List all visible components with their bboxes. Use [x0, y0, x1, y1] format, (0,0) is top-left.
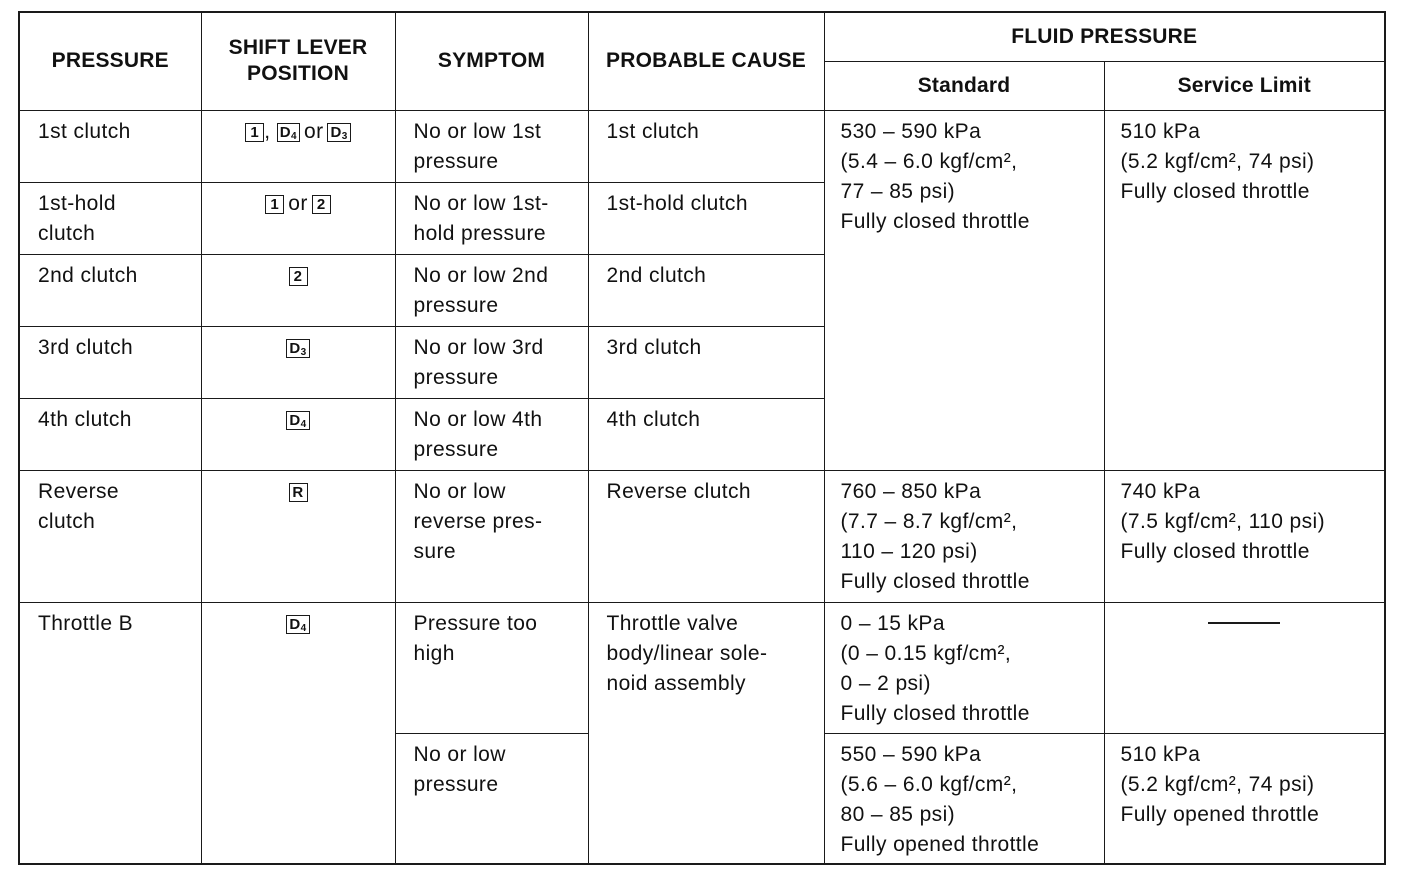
standard-value: 0 – 15 kPa (0 – 0.15 kgf/cm², 0 – 2 psi) Fully closed throttle — [840, 611, 1030, 725]
lever-position-box: $D_3$ — [327, 123, 350, 142]
lever-separator: or — [304, 119, 324, 143]
symptom-cell — [395, 470, 588, 602]
pressure-name: 1st-hold clutch — [38, 191, 116, 245]
symptom-cell — [395, 602, 588, 733]
lever-positions — [202, 399, 395, 435]
symptom-cell — [395, 733, 588, 864]
header-service-limit: Service Limit — [1104, 61, 1385, 110]
lever-cell — [201, 326, 395, 398]
symptom-text: No or low 3rd pressure — [413, 335, 544, 389]
header-row — [19, 12, 1385, 61]
cause-cell — [588, 110, 824, 182]
pressure-name: 4th clutch — [38, 407, 132, 431]
cause-cell — [588, 398, 824, 470]
lever-positions — [202, 255, 395, 291]
symptom-text: No or low 1st pressure — [413, 119, 542, 173]
pressure-name: 2nd clutch — [38, 263, 138, 287]
lever-positions — [202, 471, 395, 507]
lever-positions — [202, 183, 395, 219]
standard-cell — [824, 470, 1104, 602]
pressure-name: 1st clutch — [38, 119, 131, 143]
lever-position-box: 2 — [289, 267, 308, 286]
lever-cell — [201, 398, 395, 470]
cause-cell — [588, 470, 824, 602]
table-row — [19, 110, 1385, 182]
service-limit-cell — [1104, 470, 1385, 602]
standard-cell — [824, 110, 1104, 470]
lever-separator: or — [288, 191, 308, 215]
header-shift-lever-position: SHIFT LEVER POSITION — [201, 12, 395, 110]
service-limit-value: 740 kPa (7.5 kgf/cm², 110 psi) Fully closed throttle — [1120, 479, 1325, 563]
cause-text: Reverse clutch — [606, 479, 751, 503]
symptom-text: No or low pressure — [413, 742, 506, 796]
symptom-text: No or low 2nd pressure — [413, 263, 549, 317]
lever-position-box: $D_4$ — [286, 411, 309, 430]
lever-positions — [202, 111, 395, 147]
standard-value: 530 – 590 kPa (5.4 – 6.0 kgf/cm², 77 – 85 psi) Fully closed throttle — [840, 119, 1030, 233]
symptom-text: No or low 4th pressure — [413, 407, 543, 461]
lever-positions — [202, 603, 395, 639]
pressure-cell — [19, 326, 201, 398]
header-probable-cause: PROBABLE CAUSE — [588, 12, 824, 110]
cause-cell — [588, 326, 824, 398]
cause-cell — [588, 182, 824, 254]
lever-position-box: R — [289, 483, 308, 502]
standard-value: 550 – 590 kPa (5.6 – 6.0 kgf/cm², 80 – 85 psi) Fully opened throttle — [840, 742, 1040, 856]
symptom-text: No or low reverse pres- sure — [413, 479, 543, 563]
standard-cell — [824, 733, 1104, 864]
pressure-cell — [19, 182, 201, 254]
pressure-name: 3rd clutch — [38, 335, 134, 359]
header-fluid-pressure: FLUID PRESSURE — [824, 12, 1385, 61]
lever-position-box: $D_4$ — [286, 615, 309, 634]
lever-position-box: 1 — [265, 195, 284, 214]
lever-cell — [201, 470, 395, 602]
header-symptom: SYMPTOM — [395, 12, 588, 110]
cause-text: 4th clutch — [606, 407, 701, 431]
service-limit-cell — [1104, 602, 1385, 733]
service-limit-cell — [1104, 110, 1385, 470]
lever-position-box: 2 — [312, 195, 331, 214]
standard-cell — [824, 602, 1104, 733]
table-row — [19, 602, 1385, 733]
service-limit-value: 510 kPa (5.2 kgf/cm², 74 psi) Fully opened throttle — [1120, 742, 1320, 826]
not-applicable-dash — [1208, 622, 1280, 624]
header-pressure: PRESSURE — [19, 12, 201, 110]
symptom-cell — [395, 326, 588, 398]
pressure-cell — [19, 602, 201, 864]
symptom-cell — [395, 398, 588, 470]
service-limit-value: 510 kPa (5.2 kgf/cm², 74 psi) Fully closed throttle — [1120, 119, 1315, 203]
symptom-text: Pressure too high — [413, 611, 538, 665]
lever-positions — [202, 327, 395, 363]
pressure-name: Throttle B — [38, 611, 134, 635]
symptom-cell — [395, 182, 588, 254]
pressure-cell — [19, 470, 201, 602]
symptom-cell — [395, 110, 588, 182]
lever-cell — [201, 182, 395, 254]
cause-cell — [588, 602, 824, 864]
cause-text: 1st clutch — [606, 119, 700, 143]
standard-value: 760 – 850 kPa (7.7 – 8.7 kgf/cm², 110 – 120 psi) Fully closed throttle — [840, 479, 1030, 593]
lever-cell — [201, 110, 395, 182]
lever-cell — [201, 254, 395, 326]
service-limit-cell — [1104, 733, 1385, 864]
cause-text: 1st-hold clutch — [606, 191, 748, 215]
cause-text: Throttle valve body/linear sole- noid assembly — [606, 611, 768, 695]
cause-text: 2nd clutch — [606, 263, 707, 287]
lever-cell — [201, 602, 395, 864]
fluid-pressure-test-table — [18, 11, 1386, 865]
header-standard: Standard — [824, 61, 1104, 110]
pressure-cell — [19, 398, 201, 470]
pressure-cell — [19, 110, 201, 182]
pressure-name: Reverse clutch — [38, 479, 119, 533]
pressure-cell — [19, 254, 201, 326]
lever-position-box: $D_3$ — [286, 339, 309, 358]
lever-position-box: $D_4$ — [277, 123, 300, 142]
lever-separator: , — [264, 119, 271, 143]
cause-cell — [588, 254, 824, 326]
table-row — [19, 470, 1385, 602]
symptom-cell — [395, 254, 588, 326]
cause-text: 3rd clutch — [606, 335, 702, 359]
lever-position-box: 1 — [245, 123, 264, 142]
symptom-text: No or low 1st- hold pressure — [413, 191, 549, 245]
